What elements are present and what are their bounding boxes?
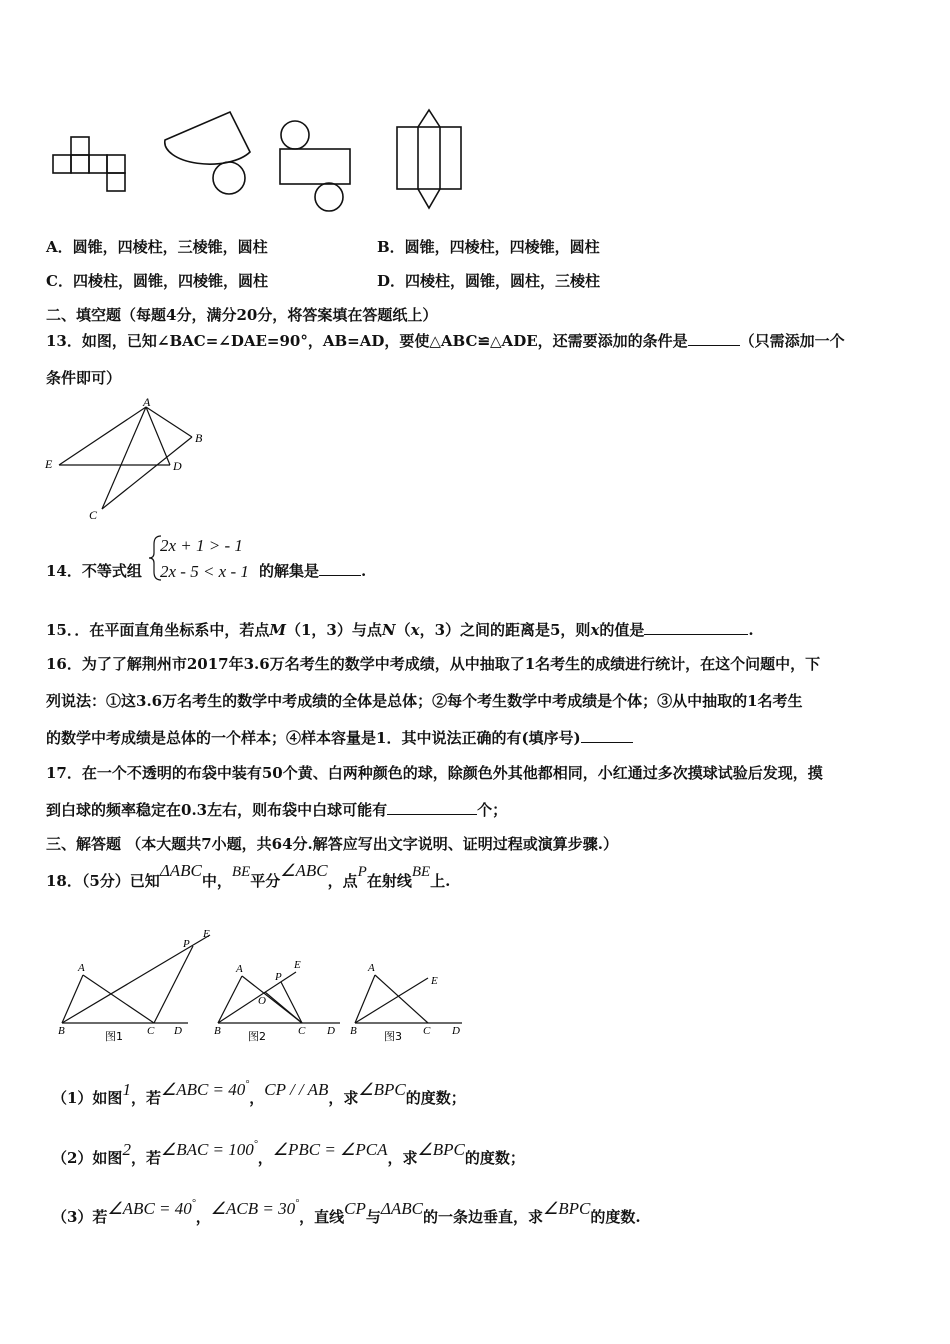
q18-3-text-5: 的一条边垂直，求: [422, 1208, 543, 1226]
q18-1-degree: °: [245, 1079, 250, 1090]
fig2-label-d: D: [327, 1025, 335, 1037]
fig3-label-a: A: [368, 962, 375, 974]
q15-text-4: ，3）之间的距离是5，则: [419, 621, 591, 639]
q15-text-5: 的值是: [599, 621, 645, 639]
fig1-caption: 图1: [105, 1030, 123, 1043]
q18-1-angle-abc: ∠ABC = 40: [160, 1080, 246, 1099]
q17-line2: [46, 799, 507, 820]
fig1-label-e: E: [203, 928, 210, 940]
q18-text-3: 平分: [250, 872, 281, 890]
q18-text-4: ，点: [327, 872, 358, 890]
fig3-label-b: B: [350, 1025, 357, 1037]
q18-triangle: ΔABC: [159, 861, 202, 880]
fig3-label-c: C: [423, 1025, 431, 1037]
nets-figure: [0, 100, 950, 220]
q16-line1: 16．为了了解荆州市2017年3.6万名考生的数学中考成绩，从中抽取了1名考生的成绩进行统计，在这个问题中，下: [46, 655, 821, 673]
q13-label-c: C: [89, 508, 98, 522]
fig1-label-c: C: [147, 1025, 155, 1037]
q18-1-text-1: （1）如图: [52, 1089, 123, 1107]
q15-point-n: N: [381, 621, 396, 639]
q18-figures: [50, 920, 480, 1050]
q15-var-x2: x: [590, 621, 600, 639]
q14-suffix-line: [259, 560, 366, 581]
q18-2-text-4: ，求: [387, 1149, 418, 1167]
net-triangular-prism: [397, 110, 461, 208]
fig1-label-b: B: [58, 1025, 65, 1037]
q18-1-text-5: 的度数；: [405, 1089, 466, 1107]
fig1-label-d: D: [174, 1025, 182, 1037]
q13-line2: 条件即可）: [46, 369, 122, 387]
q13-label-b: B: [195, 431, 203, 445]
q18-text-1: 18．（5分）已知: [46, 872, 160, 890]
q13-figure: [40, 393, 220, 525]
section2-heading: 二、填空题（每题4分，满分20分，将答案填在答题纸上）: [46, 306, 438, 324]
q18-3-angle-acb: ∠ACB = 30: [210, 1199, 296, 1218]
fig1-label-p: P: [183, 938, 190, 950]
q18-3-degree-1: °: [191, 1198, 196, 1209]
q15-text-2: （1，3）与点: [286, 621, 382, 639]
q18-2-text-2: ，若: [130, 1149, 161, 1167]
q14-answer-blank[interactable]: [319, 561, 361, 576]
option-c: C．四棱柱，圆锥，四棱锥，圆柱: [46, 272, 268, 290]
fig2-label-b: B: [214, 1025, 221, 1037]
q15-answer-blank[interactable]: [644, 620, 748, 635]
q17-line1: 17．在一个不透明的布袋中装有50个黄、白两种颜色的球，除颜色外其他都相同，小红通过多次摸球试验后发现，摸: [46, 764, 823, 782]
q18-figure-3: [355, 975, 462, 1023]
q13-label-a: A: [143, 395, 151, 409]
q18-3-angle-bpc: ∠BPC: [542, 1199, 591, 1218]
q18-angle: ∠ABC: [280, 861, 328, 880]
q14-end: .: [361, 562, 367, 580]
q15-text-1: 15．．在平面直角坐标系中，若点: [46, 621, 270, 639]
q18-2-degree: °: [253, 1139, 258, 1150]
q14-suffix: 的解集是: [259, 562, 320, 580]
fig3-label-d: D: [452, 1025, 460, 1037]
fig2-label-e: E: [294, 959, 301, 971]
q15-text-3: （: [395, 621, 411, 639]
option-a: A．圆锥，四棱柱，三棱锥，圆柱: [46, 238, 268, 256]
q18-1-parallel: CP / / AB: [264, 1080, 329, 1099]
q18-3-degree-2: °: [295, 1198, 300, 1209]
q16-answer-blank[interactable]: [581, 728, 633, 743]
q13-line1: [46, 330, 845, 351]
q18-be: BE: [231, 864, 251, 880]
q18-1-text-2: ，若: [130, 1089, 161, 1107]
net-quadrangular-prism: [53, 137, 125, 191]
q18-3-text-1: （3）若: [52, 1208, 108, 1226]
q18-2-text-1: （2）如图: [52, 1149, 123, 1167]
q15-line: [46, 619, 754, 640]
q18-3-text-4: 与: [365, 1208, 381, 1226]
q14-prefix: 14．不等式组: [46, 562, 142, 580]
q13-label-e: E: [45, 457, 53, 471]
q13-answer-blank[interactable]: [688, 331, 740, 346]
q18-3-angle-abc: ∠ABC = 40: [107, 1199, 192, 1218]
q15-var-x: x: [410, 621, 420, 639]
fig2-caption: 图2: [248, 1030, 266, 1043]
fig2-label-a: A: [236, 963, 243, 975]
q18-2-angle-bpc: ∠BPC: [417, 1140, 465, 1159]
q13-label-d: D: [173, 459, 182, 473]
q17-text-b: 个；: [477, 801, 508, 819]
q18-part1: [52, 1079, 466, 1108]
q18-be-2: BE: [411, 864, 431, 880]
q15-end: .: [748, 621, 754, 639]
q18-1-text-4: ，求: [328, 1089, 359, 1107]
fig2-label-p: P: [275, 971, 282, 983]
q18-part3: [52, 1198, 641, 1227]
q18-text-2: 中，: [201, 872, 232, 890]
q18-text-6: 上.: [430, 872, 451, 890]
q17-text-a: 到白球的频率稳定在0.3左右，则布袋中白球可能有: [46, 801, 388, 819]
fig3-caption: 图3: [384, 1030, 402, 1043]
q14-inequality-1: 2x + 1 > - 1: [160, 536, 243, 555]
q18-2-fig-num: 2: [122, 1140, 131, 1159]
q18-3-text-3: ，直线: [299, 1208, 345, 1226]
q18-3-line-cp: CP: [344, 1199, 366, 1218]
q16-line2: 列说法：①这3.6万名考生的数学中考成绩的全体是总体；②每个考生数学中考成绩是个体；③从中抽取的1名考生: [46, 692, 803, 710]
net-cylinder: [280, 121, 350, 211]
q18-1-text-3: ，: [249, 1089, 265, 1107]
q16-line3-wrap: [46, 727, 633, 748]
q14-inequality-2: 2x - 5 < x - 1: [160, 562, 249, 581]
q18-2-text-5: 的度数；: [464, 1149, 525, 1167]
section3-heading: 三、解答题 （本大题共7小题，共64分.解答应写出文字说明、证明过程或演算步骤.）: [46, 835, 618, 853]
option-b: B．圆锥，四棱柱，四棱锥，圆柱: [377, 238, 600, 256]
q13-text-tail: （只需添加一个: [739, 332, 845, 350]
fig1-label-a: A: [78, 962, 85, 974]
fig3-label-e: E: [431, 975, 438, 987]
q18-3-triangle: ΔABC: [380, 1199, 423, 1218]
q16-line3: 的数学中考成绩是总体的一个样本；④样本容量是1．其中说法正确的有(填序号): [46, 729, 581, 747]
q18-point-p: P: [357, 864, 367, 880]
fig2-label-o: O: [258, 995, 266, 1007]
net-cone: [165, 112, 250, 194]
q18-1-angle-bpc: ∠BPC: [358, 1080, 406, 1099]
q18-stem: [46, 861, 451, 891]
q18-2-angle-bac: ∠BAC = 100: [160, 1140, 254, 1159]
q18-3-text-2: ，: [195, 1208, 211, 1226]
q18-text-5: 在射线: [366, 872, 412, 890]
q18-2-angle-equality: ∠PBC = ∠PCA: [272, 1140, 388, 1159]
q18-1-fig-num: 1: [122, 1080, 131, 1099]
fig2-label-c: C: [298, 1025, 306, 1037]
q18-2-text-3: ，: [257, 1149, 273, 1167]
q17-answer-blank[interactable]: [387, 800, 477, 815]
q15-point-m: M: [269, 621, 286, 639]
q18-part2: [52, 1139, 525, 1168]
q13-text: 13．如图，已知∠BAC=∠DAE=90°，AB=AD，要使△ABC≌△ADE，还需要添加的条件是: [46, 332, 688, 350]
q18-3-text-6: 的度数.: [590, 1208, 641, 1226]
option-d: D．四棱柱，圆锥，圆柱，三棱柱: [377, 272, 601, 290]
